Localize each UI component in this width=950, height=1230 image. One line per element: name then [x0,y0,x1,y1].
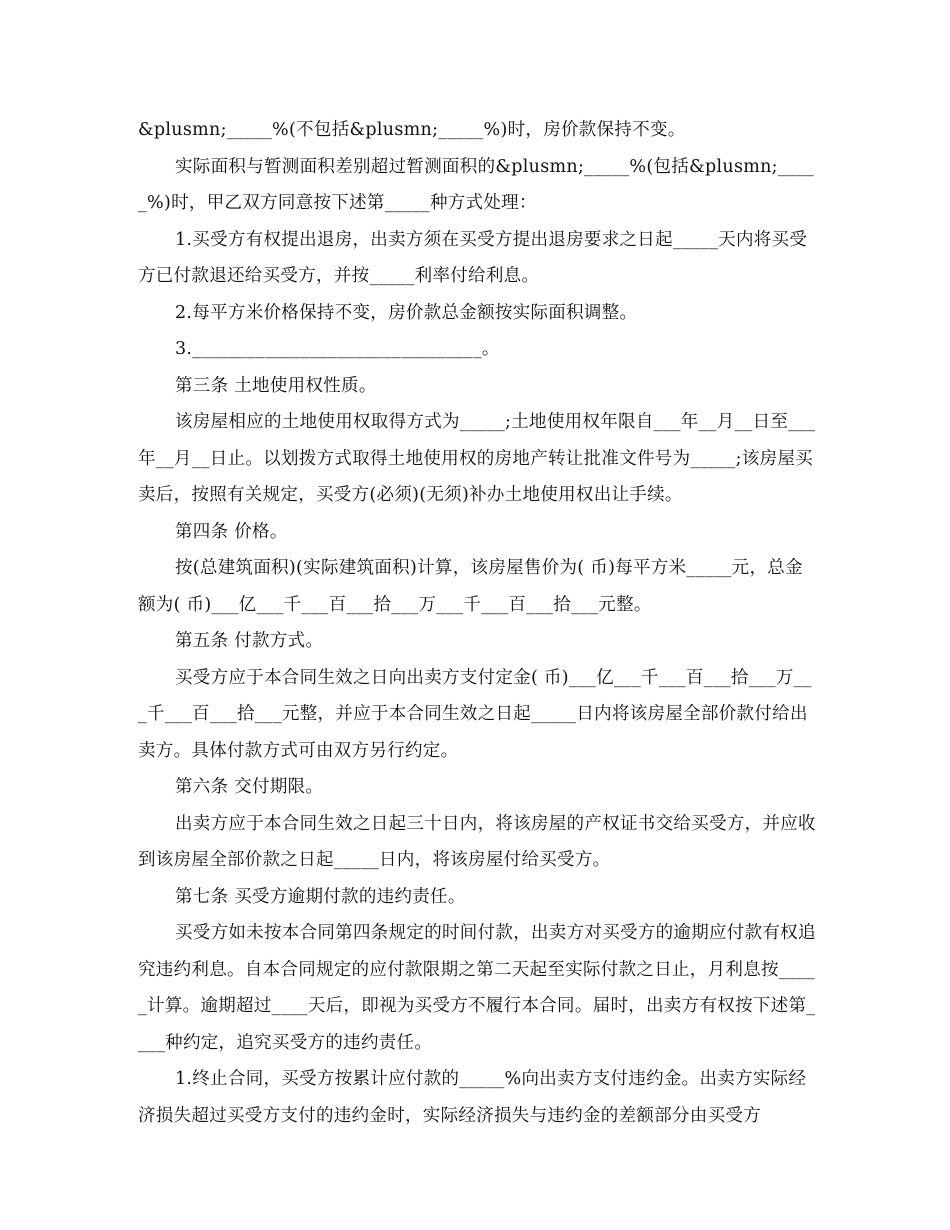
article-7-item-1: 1.终止合同，买受方按累计应付款的_____%向出卖方支付违约金。出卖方实际经济损失超过买受方支付的违约金时，实际经济损失与违约金的差额部分由买受方 [138,1069,807,1126]
article-7-body: 买受方如未按本合同第四条规定的时间付款，出卖方对买受方的逾期应付款有权追究违约利息。自本合同规定的应付款限期之第二天起至实际付款之日止，月利息按_____计算。逾期超过____天后，即视为买受方不履行本合同。届时，出卖方有权按下述第____种约定，追究买受方的违约责任。 [138,923,816,1053]
document-body [138,112,818,1134]
article-3-heading: 第三条 土地使用权性质。 [175,375,377,396]
paragraph-continuation: &plusmn;_____%(不包括&plusmn;_____%)时，房价款保持不变。 [138,120,686,140]
article-5-heading: 第五条 付款方式。 [175,631,324,651]
paragraph-area-difference: 实际面积与暂测面积差别超过暂测面积的&plusmn;_____%(包括&plusmn;_____%)时，甲乙双方同意按下述第_____种方式处理： [138,156,815,213]
article-5-body: 买受方应于本合同生效之日向出卖方支付定金( 币)___亿___千___百___拾___万___千___百___拾___元整，并应于本合同生效之日起_____日内将该房屋全部价款付给出卖方。具体付款方式可由双方另行约定。 [138,667,812,761]
list-item-2: 2.每平方米价格保持不变，房价款总金额按实际面积调整。 [175,302,638,323]
list-item-3: 3.________________________________。 [175,339,500,359]
article-6-body: 出卖方应于本合同生效之日起三十日内，将该房屋的产权证书交给买受方，并应收到该房屋全部价款之日起_____日内，将该房屋付给买受方。 [138,813,816,870]
list-item-1: 1.买受方有权提出退房，出卖方须在买受方提出退房要求之日起_____天内将买受方已付款退还给买受方，并按_____利率付给利息。 [138,229,808,286]
article-4-heading: 第四条 价格。 [175,521,288,542]
article-4-body: 按(总建筑面积)(实际建筑面积)计算，该房屋售价为( 币)每平方米_____元，总金额为( 币)___亿___千___百___拾___万___千___百___拾___元整。 [138,558,803,615]
article-7-heading: 第七条 买受方逾期付款的违约责任。 [175,886,466,907]
article-6-heading: 第六条 交付期限。 [175,777,324,797]
article-3-body: 该房屋相应的土地使用权取得方式为_____;土地使用权年限自___年__月__日至___年__月__日止。以划拨方式取得土地使用权的房地产转让批准文件号为_____;该房屋买卖后，按照有关规定，买受方(必须)(无须)补办土地使用权出让手续。 [138,412,816,505]
